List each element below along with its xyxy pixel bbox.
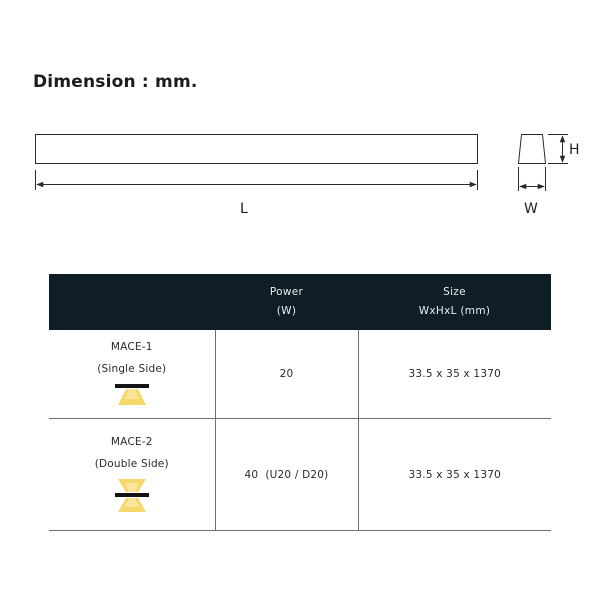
header-model [49, 274, 215, 330]
width-label: W [524, 201, 538, 217]
dimension-heading: Dimension : mm. [33, 72, 198, 92]
model-cell [49, 419, 215, 531]
power-cell: 40 (U20 / D20) [215, 419, 358, 531]
model-cell [49, 330, 215, 419]
spec-table-header [49, 274, 551, 330]
single-side-light-icon [112, 383, 152, 407]
spec-table [49, 274, 551, 531]
height-label: H [569, 142, 580, 158]
header-size-unit: WxHxL (mm) [418, 305, 491, 317]
model-type: (Single Side) [97, 363, 167, 375]
model-name: MACE-2 [110, 435, 153, 448]
header-power-unit: (W) [276, 305, 297, 317]
header-power-title: Power [269, 286, 304, 298]
size-cell: 33.5 x 35 x 1370 [358, 419, 551, 531]
header-power [215, 274, 358, 330]
model-name: MACE-1 [110, 341, 153, 353]
dimension-drawing [0, 0, 600, 260]
model-type: (Double Side) [94, 457, 169, 470]
length-label: L [240, 201, 248, 217]
header-size [358, 274, 551, 330]
fixture-side-view [36, 135, 478, 164]
header-size-title: Size [443, 286, 466, 298]
table-row [49, 419, 551, 531]
double-side-light-icon [112, 478, 152, 514]
power-cell: 20 [215, 330, 358, 419]
table-row [49, 330, 551, 419]
fixture-cross-section [519, 135, 546, 164]
size-cell: 33.5 x 35 x 1370 [358, 330, 551, 419]
